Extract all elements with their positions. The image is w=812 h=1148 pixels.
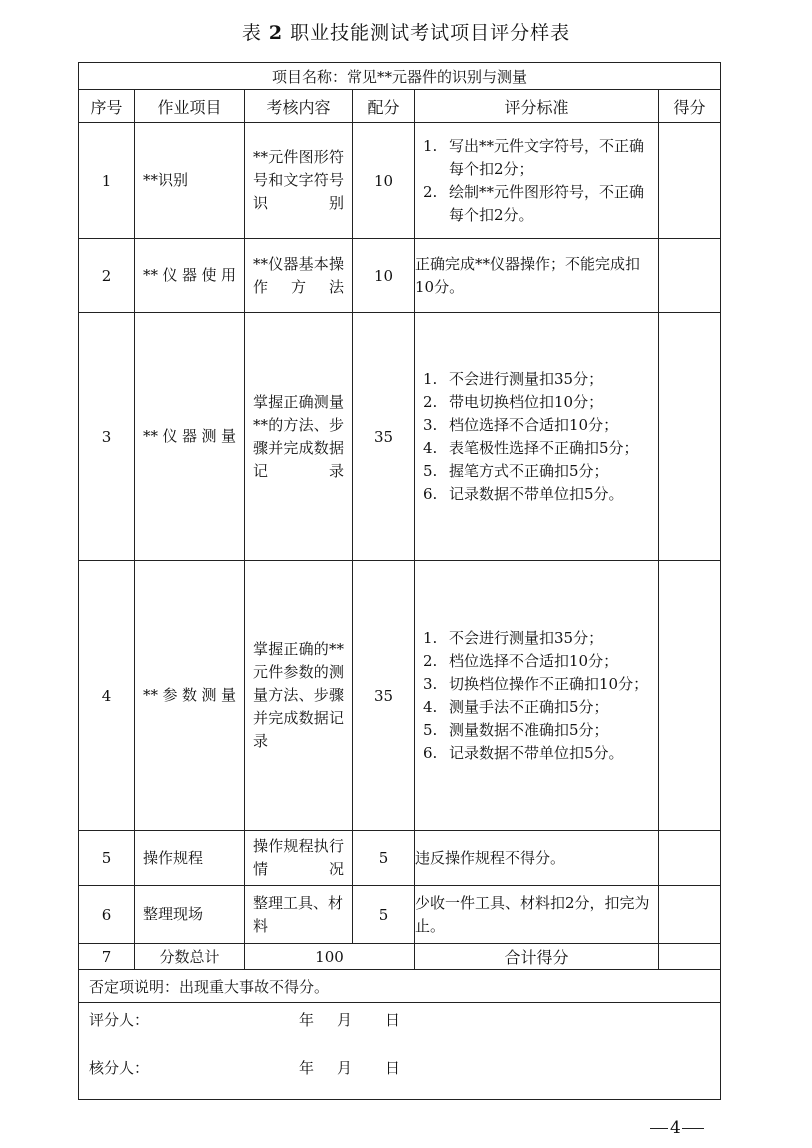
row-criteria	[415, 123, 659, 239]
row-content: 掌握正确测量**的方法、步骤并完成数据记录	[245, 313, 353, 561]
total-label: 分数总计	[135, 944, 245, 970]
row-item: **仪器使用	[135, 239, 245, 313]
grader-label: 评分人：	[89, 1011, 150, 1029]
project-name: 项目名称：常见**元器件的识别与测量	[79, 63, 721, 90]
row-item: **参数测量	[135, 561, 245, 831]
table-row	[79, 561, 721, 831]
criteria-item: 1. 写出**元件文字符号，不正确每个扣2分；	[423, 136, 645, 178]
veto-row	[79, 970, 721, 1003]
day-label: 日	[385, 1059, 401, 1077]
month-label: 月	[337, 1059, 353, 1077]
row-score: 10	[353, 123, 415, 239]
table-row	[79, 886, 721, 944]
total-no: 7	[79, 944, 135, 970]
criteria-item: 6. 记录数据不带单位扣5分。	[423, 484, 624, 503]
signature-row	[79, 1003, 721, 1100]
row-criteria	[415, 313, 659, 561]
header-result: 得分	[659, 90, 721, 123]
row-result	[659, 313, 721, 561]
criteria-item: 1. 不会进行测量扣35分；	[423, 628, 604, 647]
row-result	[659, 561, 721, 831]
table-row	[79, 831, 721, 886]
criteria-item: 6. 记录数据不带单位扣5分。	[423, 743, 624, 762]
criteria-item: 3. 档位选择不合适扣10分；	[423, 415, 619, 434]
criteria-item: 2. 绘制**元件图形符号，不正确每个扣2分。	[423, 182, 645, 224]
page-number-rule-left	[650, 1128, 668, 1129]
row-result	[659, 886, 721, 944]
row-no: 6	[79, 886, 135, 944]
criteria-item: 4. 表笔极性选择不正确扣5分；	[423, 438, 639, 457]
row-score: 10	[353, 239, 415, 313]
page-number-rule-right	[682, 1128, 704, 1129]
veto-note: 否定项说明：出现重大事故不得分。	[79, 970, 721, 1003]
row-content: 掌握正确的**元件参数的测量方法、步骤并完成数据记录	[245, 561, 353, 831]
header-criteria: 评分标准	[415, 90, 659, 123]
row-criteria: 少收一件工具、材料扣2分，扣完为止。	[415, 886, 659, 944]
criteria-item: 1. 不会进行测量扣35分；	[423, 369, 604, 388]
header-no: 序号	[79, 90, 135, 123]
page-title	[0, 18, 812, 45]
row-content: 整理工具、材料	[245, 886, 353, 944]
row-no: 1	[79, 123, 135, 239]
criteria-item: 4. 测量手法不正确扣5分；	[423, 697, 609, 716]
row-criteria: 正确完成**仪器操作；不能完成扣10分。	[415, 239, 659, 313]
row-no: 3	[79, 313, 135, 561]
row-score: 5	[353, 831, 415, 886]
row-no: 5	[79, 831, 135, 886]
row-no: 2	[79, 239, 135, 313]
row-result	[659, 831, 721, 886]
scoring-table	[78, 62, 721, 1100]
signature-block	[79, 1003, 721, 1100]
row-result	[659, 123, 721, 239]
total-result	[659, 944, 721, 970]
total-row	[79, 944, 721, 970]
table-row	[79, 239, 721, 313]
project-row	[79, 63, 721, 90]
row-item: 操作规程	[135, 831, 245, 886]
criteria-item: 2. 档位选择不合适扣10分；	[423, 651, 619, 670]
criteria-item: 3. 切换档位操作不正确扣10分；	[423, 674, 649, 693]
header-content: 考核内容	[245, 90, 353, 123]
criteria-item: 2. 带电切换档位扣10分；	[423, 392, 604, 411]
table-row	[79, 123, 721, 239]
row-score: 5	[353, 886, 415, 944]
row-item: **仪器测量	[135, 313, 245, 561]
page-number-value: 4	[670, 1118, 681, 1138]
header-score: 配分	[353, 90, 415, 123]
row-content: **元件图形符号和文字符号识别	[245, 123, 353, 239]
row-no: 4	[79, 561, 135, 831]
year-label: 年	[299, 1011, 315, 1029]
row-item: **识别	[135, 123, 245, 239]
row-result	[659, 239, 721, 313]
row-criteria: 违反操作规程不得分。	[415, 831, 659, 886]
row-score: 35	[353, 561, 415, 831]
header-item: 作业项目	[135, 90, 245, 123]
row-item: 整理现场	[135, 886, 245, 944]
grader-line	[79, 1003, 720, 1051]
row-criteria	[415, 561, 659, 831]
total-value: 100	[245, 944, 415, 970]
table-row	[79, 313, 721, 561]
year-label: 年	[299, 1059, 315, 1077]
checker-line	[79, 1051, 720, 1099]
header-row	[79, 90, 721, 123]
title-label: 表	[241, 22, 262, 44]
month-label: 月	[337, 1011, 353, 1029]
row-content: **仪器基本操作方法	[245, 239, 353, 313]
criteria-item: 5. 测量数据不准确扣5分；	[423, 720, 609, 739]
title-number: 2	[268, 22, 284, 44]
criteria-item: 5. 握笔方式不正确扣5分；	[423, 461, 609, 480]
row-content: 操作规程执行情况	[245, 831, 353, 886]
day-label: 日	[385, 1011, 401, 1029]
row-score: 35	[353, 313, 415, 561]
checker-label: 核分人：	[89, 1059, 150, 1077]
total-result-label: 合计得分	[415, 944, 659, 970]
title-text: 职业技能测试考试项目评分样表	[290, 22, 571, 44]
